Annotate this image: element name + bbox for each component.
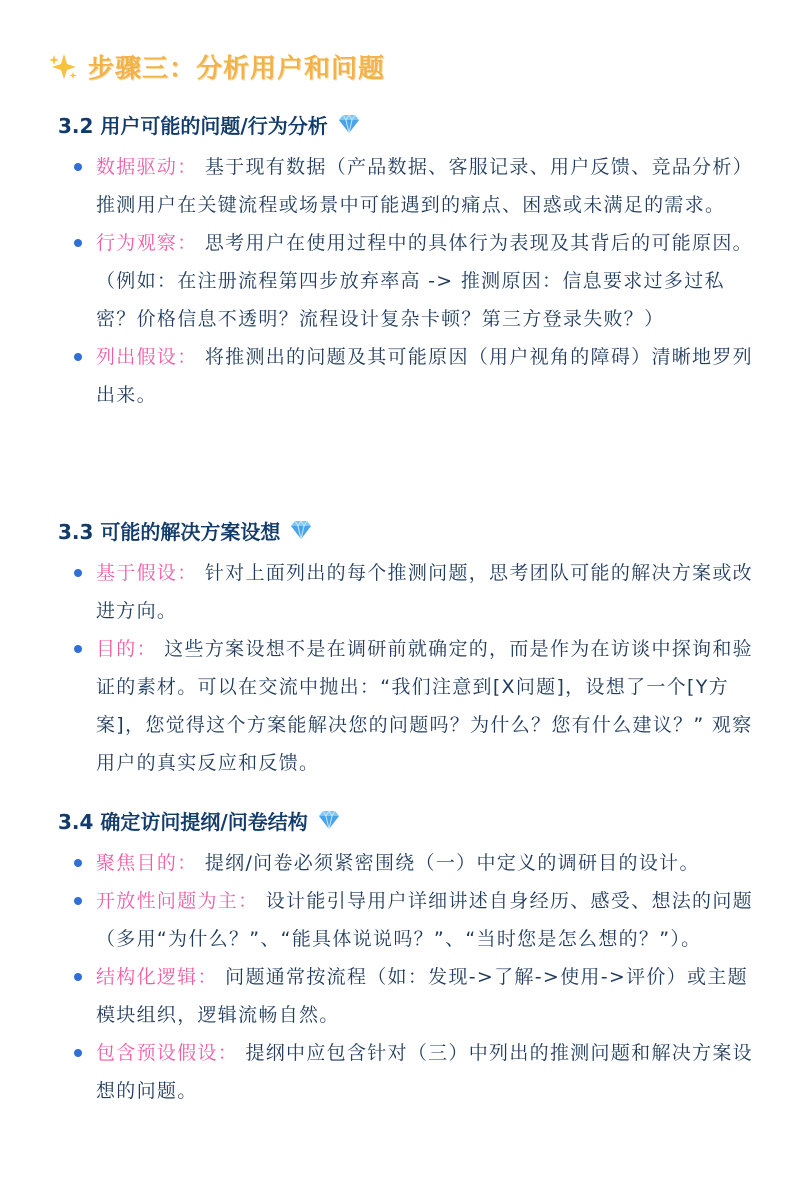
item-text: 基于现有数据（产品数据、客服记录、用户反馈、竞品分析）推测用户在关键流程或场景中可能遇到的痛点、困惑或未满足的需求。 bbox=[96, 156, 753, 216]
item-keyword: 行为观察： bbox=[96, 232, 198, 254]
item-text: 设计能引导用户详细讲述自身经历、感受、想法的问题（多用“为什么？”、“能具体说说吗？”、“当时您是怎么想的？”）。 bbox=[96, 890, 753, 950]
list-item bbox=[58, 630, 758, 782]
gem-icon bbox=[338, 114, 360, 134]
bullet-dot bbox=[74, 239, 82, 247]
bullet-list bbox=[58, 844, 758, 1110]
list-item bbox=[58, 148, 758, 224]
bullet-dot bbox=[74, 163, 82, 171]
bullet-list bbox=[58, 148, 758, 414]
gem-icon bbox=[290, 520, 312, 540]
list-item bbox=[58, 224, 758, 338]
item-text: 这些方案设想不是在调研前就确定的，而是作为在访谈中探询和验证的素材。可以在交流中抛出：“我们注意到[X问题]，设想了一个[Y方案]，您觉得这个方案能解决您的问题吗？为什么？您有什么建议？” 观察用户的真实反应和反馈。 bbox=[96, 638, 753, 774]
bullet-dot bbox=[74, 645, 82, 653]
item-keyword: 结构化逻辑： bbox=[96, 966, 218, 988]
item-keyword: 基于假设： bbox=[96, 562, 198, 584]
list-item bbox=[58, 338, 758, 414]
section-heading bbox=[58, 512, 758, 548]
item-text: 针对上面列出的每个推测问题，思考团队可能的解决方案或改进方向。 bbox=[96, 562, 753, 622]
item-keyword: 列出假设： bbox=[96, 346, 198, 368]
section-title: 3.4 确定访问提纲/问卷结构 bbox=[58, 809, 308, 834]
list-item bbox=[58, 958, 758, 1034]
item-keyword: 开放性问题为主： bbox=[96, 890, 259, 912]
bullet-dot bbox=[74, 859, 82, 867]
bullet-dot bbox=[74, 973, 82, 981]
gem-icon bbox=[318, 810, 340, 830]
section-3-4 bbox=[58, 802, 758, 1110]
main-title-text: 步骤三：分析用户和问题 bbox=[88, 53, 386, 84]
section-3-2 bbox=[58, 106, 758, 414]
bullet-dot bbox=[74, 353, 82, 361]
bullet-dot bbox=[74, 1049, 82, 1057]
section-title: 3.3 可能的解决方案设想 bbox=[58, 519, 281, 544]
item-text: 将推测出的问题及其可能原因（用户视角的障碍）清晰地罗列出来。 bbox=[96, 346, 753, 406]
list-item bbox=[58, 1034, 758, 1110]
item-text: 提纲/问卷必须紧密围绕（一）中定义的调研目的设计。 bbox=[204, 852, 700, 874]
bullet-dot bbox=[74, 897, 82, 905]
section-title: 3.2 用户可能的问题/行为分析 bbox=[58, 113, 328, 138]
item-keyword: 包含预设假设： bbox=[96, 1042, 239, 1064]
item-keyword: 数据驱动： bbox=[96, 156, 198, 178]
section-heading bbox=[58, 106, 758, 142]
sparkle-icon bbox=[48, 51, 78, 81]
list-item bbox=[58, 554, 758, 630]
list-item bbox=[58, 882, 758, 958]
section-3-3 bbox=[58, 512, 758, 782]
section-heading bbox=[58, 802, 758, 838]
item-text: 提纲中应包含针对（三）中列出的推测问题和解决方案设想的问题。 bbox=[96, 1042, 753, 1102]
item-text: 思考用户在使用过程中的具体行为表现及其背后的可能原因。（例如：在注册流程第四步放弃率高 -> 推测原因：信息要求过多过私密？价格信息不透明？流程设计复杂卡顿？第三方登录失败？） bbox=[96, 232, 753, 330]
bullet-list bbox=[58, 554, 758, 782]
item-keyword: 目的： bbox=[96, 638, 157, 660]
main-title bbox=[48, 44, 385, 88]
list-item bbox=[58, 844, 758, 882]
item-keyword: 聚焦目的： bbox=[96, 852, 198, 874]
item-text: 问题通常按流程（如：发现->了解->使用->评价）或主题模块组织，逻辑流畅自然。 bbox=[96, 966, 748, 1026]
bullet-dot bbox=[74, 569, 82, 577]
